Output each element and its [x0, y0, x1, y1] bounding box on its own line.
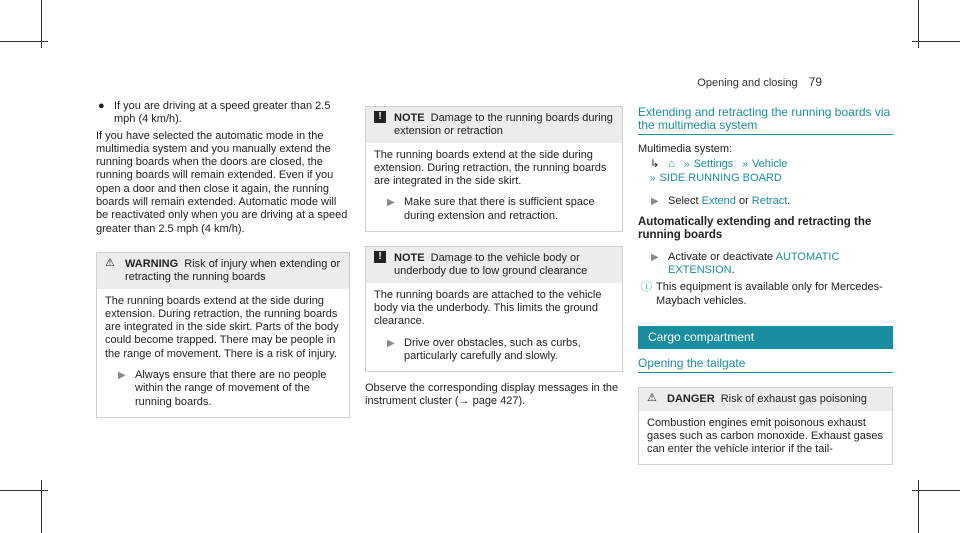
- crop-mark: [0, 41, 48, 42]
- danger-box: ⚠ DANGER Risk of exhaust gas poisoning Combustion engines emit poisonous exhaust gases such as carbon monoxide. Exhaust gases can enter the vehicle interior if the tail-: [638, 387, 893, 465]
- crop-mark: [912, 41, 960, 42]
- list-item: ● If you are driving at a speed greater than 2.5 mph (4 km/h).: [98, 100, 331, 126]
- menu-vehicle[interactable]: Vehicle: [751, 158, 788, 171]
- exclamation-icon: !: [374, 251, 386, 263]
- double-chevron-icon: »: [684, 159, 690, 171]
- crop-mark: [912, 490, 960, 491]
- section-title: Opening and closing: [697, 77, 798, 89]
- menu-settings[interactable]: Settings: [693, 158, 734, 171]
- note-box: ! NOTE Damage to the vehicle body or underbody due to low ground clearance The running boards are attached to the vehicle body via the underbody. This limits the ground clearance. ▶ Drive over obstacles, such as curbs, particularly carefully and slowly.: [365, 246, 623, 372]
- instruction-step: ▶ Select Extend or Retract.: [651, 194, 791, 207]
- danger-label: DANGER: [667, 393, 715, 406]
- instruction-step: ▶ Make sure that there is sufficient space during extension and retraction.: [387, 196, 595, 222]
- instruction-step: ▶ Drive over obstacles, such as curbs, particularly carefully and slowly.: [387, 336, 581, 362]
- warning-icon: ⚠: [647, 392, 657, 405]
- retract-option[interactable]: Retract: [751, 194, 788, 207]
- note-label: NOTE: [394, 252, 425, 265]
- section-bar: Cargo compartment: [638, 326, 893, 349]
- paragraph: If you have selected the automatic mode in the multimedia system and you manually extend the running boards when the doors are closed, the running boards will remain extended. Even if you open a door and then close it again, the running boards will remain extended. Automatic mode will be reactivated only when you are driving at a speed greater than 2.5 mph (4 km/h).: [96, 129, 348, 235]
- warning-label: WARNING: [125, 257, 179, 270]
- warning-box: ⚠ WARNING Risk of injury when extending or retracting the running boards The running boards extend at the side during extension. During retraction, the running boards are integrated in the side skirt. Parts of the body could become trapped. There may be people in the range of movement. There is a risk of injury. ▶ Always ensure that there are no people within the range of movement of the running boards.: [96, 252, 350, 418]
- home-icon: ⌂: [668, 158, 675, 171]
- play-arrow-icon: ▶: [651, 251, 659, 263]
- column-2: [365, 100, 623, 409]
- subheading: Automatically extending and retracting the running boards: [638, 216, 872, 242]
- menu-path: [638, 158, 893, 185]
- bullet-icon: ●: [98, 100, 105, 112]
- extend-option[interactable]: Extend: [701, 194, 736, 207]
- info-icon: ⓘ: [641, 281, 652, 294]
- return-arrow-icon: ↳: [650, 158, 660, 171]
- instruction-step: ▶ Always ensure that there are no people within the range of movement of the running boards.: [118, 369, 327, 408]
- play-arrow-icon: ▶: [118, 370, 126, 382]
- double-chevron-icon: »: [650, 172, 656, 184]
- play-arrow-icon: ▶: [651, 195, 659, 207]
- note-label: NOTE: [394, 112, 425, 124]
- section-heading: Opening the tailgate: [638, 357, 893, 373]
- instruction-step: ▶ Activate or deactivate AUTOMATIC EXTENSION.: [651, 250, 840, 277]
- warning-icon: ⚠: [105, 256, 115, 269]
- column-3: [638, 100, 893, 465]
- crop-mark: [41, 480, 42, 533]
- info-note: ⓘ This equipment is available only for Mercedes-Maybach vehicles.: [641, 281, 883, 307]
- paragraph: Observe the corresponding display messages in the instrument cluster (→ page 427).: [365, 382, 619, 408]
- crop-mark: [0, 490, 48, 491]
- page-header: [697, 75, 822, 89]
- crop-mark: [918, 480, 919, 533]
- system-label: Multimedia system:: [638, 143, 733, 155]
- exclamation-icon: !: [374, 111, 386, 123]
- double-chevron-icon: »: [742, 159, 748, 171]
- play-arrow-icon: ▶: [387, 197, 395, 209]
- note-box: ! NOTE Damage to the running boards during extension or retraction The running boards extend at the side during extension. During retraction, the running boards are integrated in the side skirt. ▶ Make sure that there is sufficient space during extension and retraction.: [365, 106, 623, 232]
- automatic-extension-option[interactable]: AUTOMATIC EXTENSION: [668, 250, 840, 277]
- page-number: 79: [808, 75, 822, 89]
- section-heading: Extending and retracting the running boards via the multimedia system: [638, 106, 893, 135]
- play-arrow-icon: ▶: [387, 337, 395, 349]
- menu-side-running-board[interactable]: SIDE RUNNING BOARD: [659, 171, 782, 184]
- column-1: [96, 100, 350, 418]
